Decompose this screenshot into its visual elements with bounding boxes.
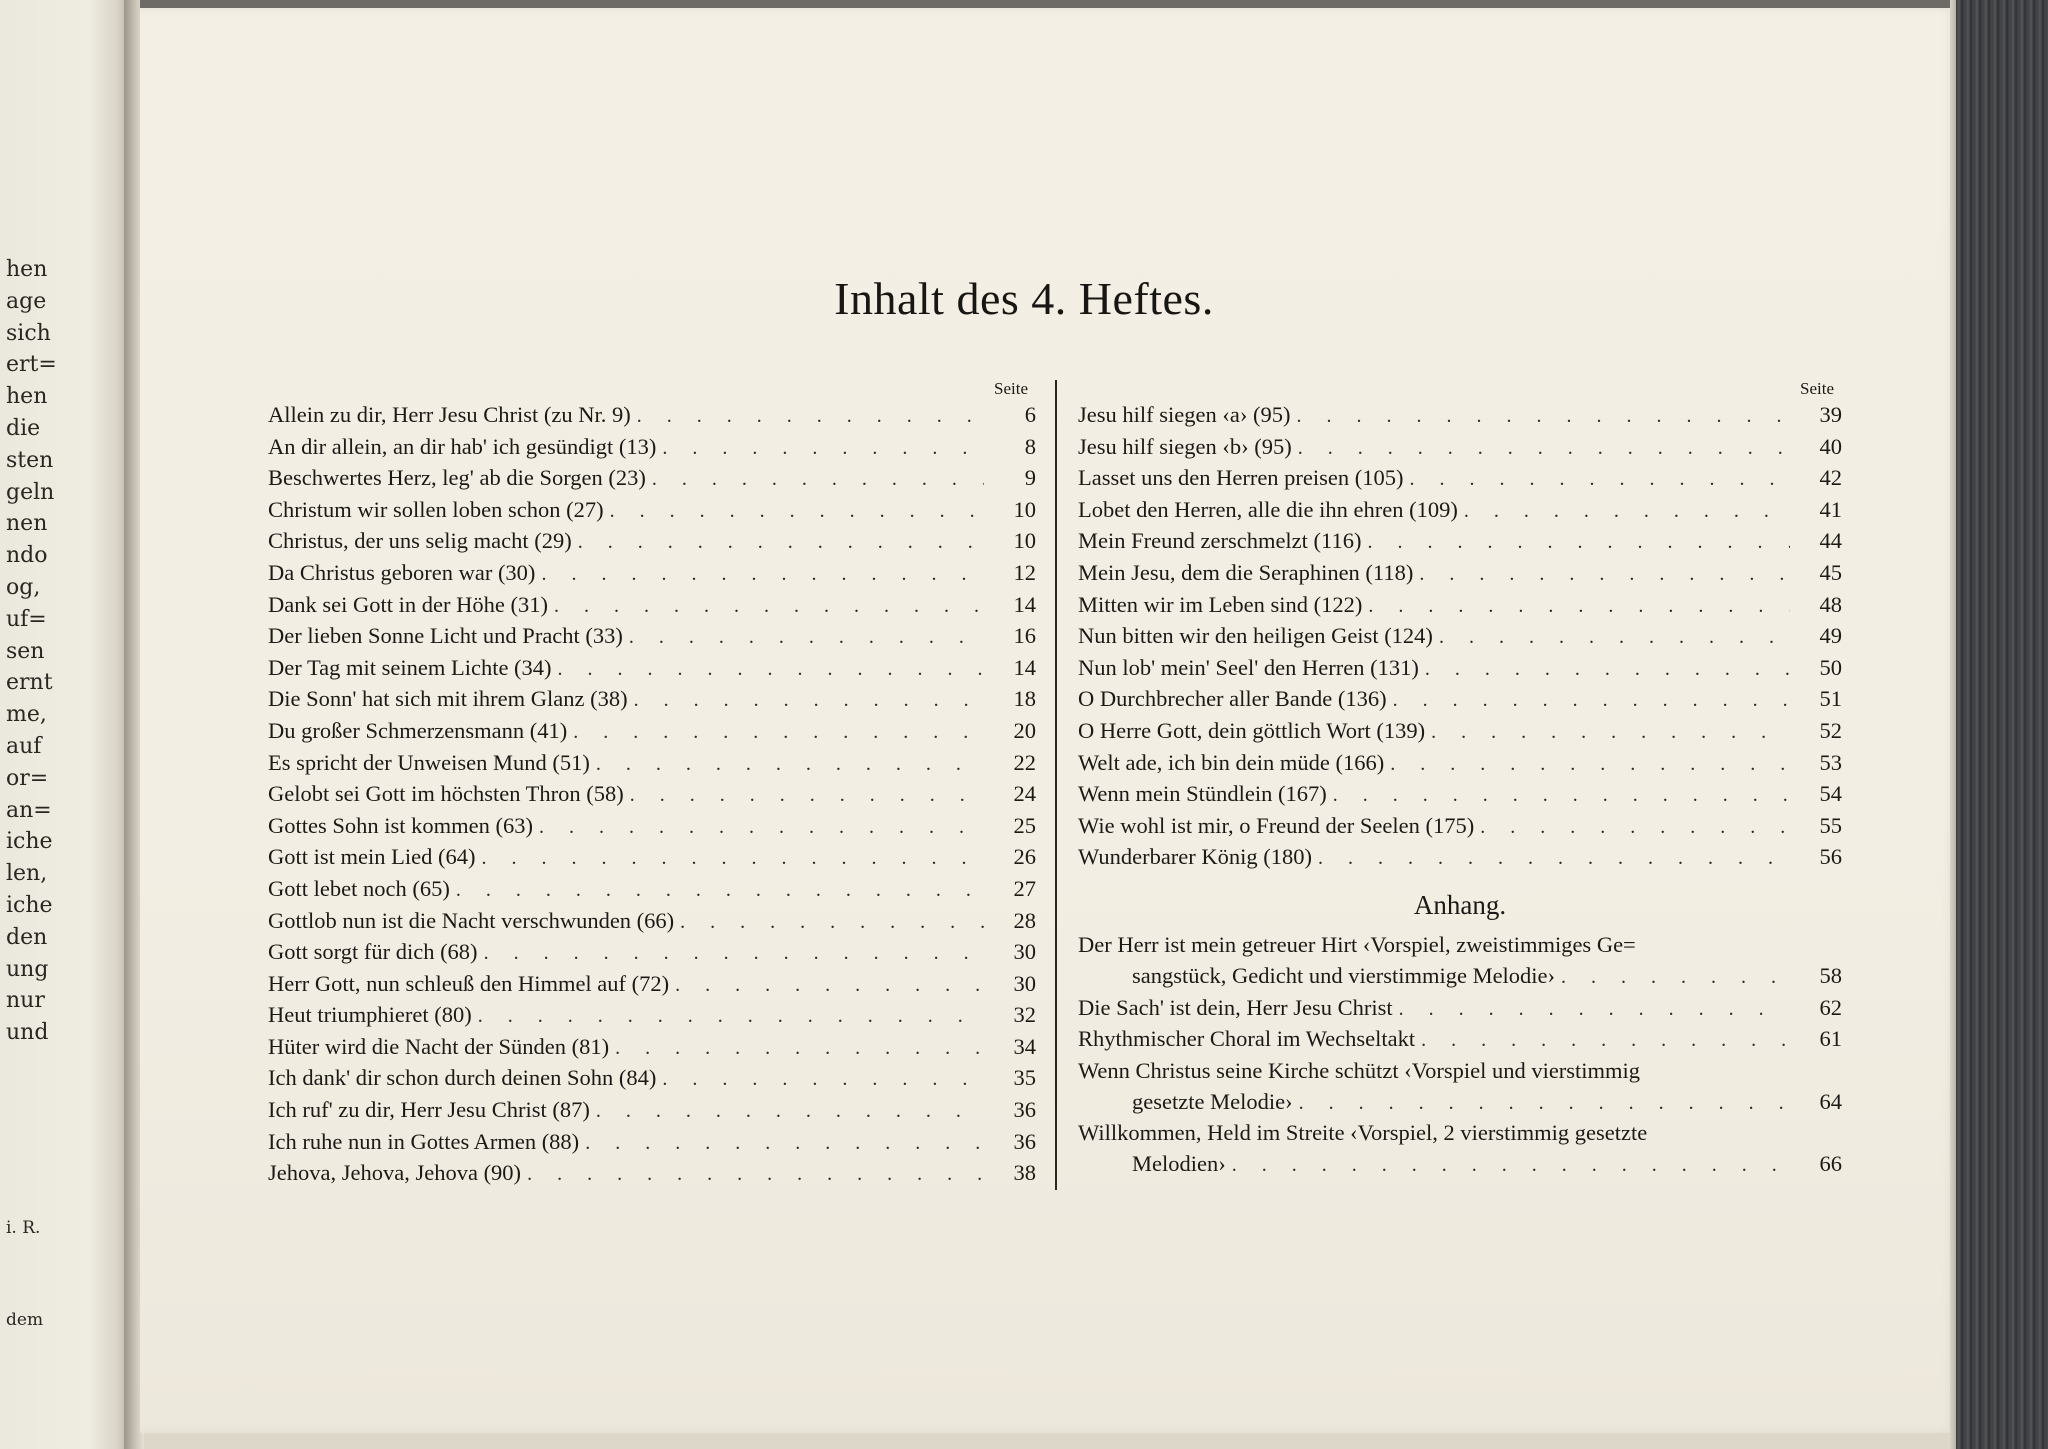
toc-entry xyxy=(268,589,1036,621)
left-word: nen xyxy=(6,511,48,537)
toc-entry-title: O Durchbrecher aller Bande (136) xyxy=(1078,686,1387,712)
seite-header: Seite xyxy=(994,379,1028,398)
toc-entry-title: Der Tag mit seinem Lichte (34) xyxy=(268,654,552,680)
toc-entry-page: 39 xyxy=(1819,402,1842,427)
anhang-entry-page: 64 xyxy=(1819,1088,1842,1114)
dot-leader xyxy=(596,749,984,781)
anhang-entry xyxy=(1078,1055,1842,1118)
toc-entry-title: Du großer Schmerzensmann (41) xyxy=(268,717,568,743)
toc-entry-page: 36 xyxy=(1013,1097,1036,1123)
dot-leader xyxy=(1439,622,1790,654)
dot-leader xyxy=(662,1064,984,1096)
dot-leader xyxy=(1399,994,1790,1026)
left-word: sich xyxy=(6,320,51,346)
toc-entry-page: 28 xyxy=(1013,907,1036,933)
toc-entry-title: Lasset uns den Herren preisen (105) xyxy=(1078,465,1404,491)
toc-entry-title: Es spricht der Unweisen Mund (51) xyxy=(268,749,590,775)
toc-entry-page: 35 xyxy=(1013,1065,1036,1091)
toc-entry xyxy=(1078,431,1842,463)
toc-entry-page: 10 xyxy=(1013,528,1036,554)
anhang-list xyxy=(1078,929,1842,1180)
toc-entry-title: Gottlob nun ist die Nacht verschwunden (66) xyxy=(268,907,675,933)
toc-entry-title: Dank sei Gott in der Höhe (31) xyxy=(268,591,548,617)
dot-leader xyxy=(1318,843,1790,875)
toc-entry-page: 10 xyxy=(1013,496,1036,522)
toc-entry xyxy=(268,841,1036,873)
toc-entry xyxy=(268,873,1036,905)
anhang-entry-page: 61 xyxy=(1819,1026,1842,1052)
toc-entry xyxy=(268,1126,1036,1158)
left-word: or= xyxy=(6,765,49,791)
toc-entry xyxy=(268,1031,1036,1063)
toc-entry xyxy=(268,431,1036,463)
toc-list-right xyxy=(1078,399,1842,873)
toc-right-column xyxy=(1078,378,1842,1180)
anhang-entry-title-cont: Die Sach' ist dein, Herr Jesu Christ xyxy=(1078,994,1393,1020)
toc-entry-page: 30 xyxy=(1013,939,1036,965)
toc-entry-title: Gelobt sei Gott im höchsten Thron (58) xyxy=(268,781,624,807)
toc-entry-page: 49 xyxy=(1819,623,1842,649)
anhang-entry-title-cont: sangstück, Gedicht und vierstimmige Melodie› xyxy=(1132,962,1556,988)
left-word: hen xyxy=(6,257,48,282)
dot-leader xyxy=(1298,433,1790,465)
toc-entry-title: Lobet den Herren, alle die ihn ehren (109) xyxy=(1078,496,1458,522)
toc-entry-page: 16 xyxy=(1013,623,1036,649)
toc-entry-page: 22 xyxy=(1013,749,1036,775)
toc-entry-title: Nun bitten wir den heiligen Geist (124) xyxy=(1078,623,1433,649)
anhang-entry-title-cont: Melodien› xyxy=(1132,1151,1226,1177)
dot-leader xyxy=(573,717,984,749)
toc-entry-page: 20 xyxy=(1013,717,1036,743)
toc-entry-page: 32 xyxy=(1013,1002,1036,1028)
toc-entry-title: Wie wohl ist mir, o Freund der Seelen (175) xyxy=(1078,812,1475,838)
anhang-entry-title-cont: Rhythmischer Choral im Wechseltakt xyxy=(1078,1026,1416,1052)
left-word: age xyxy=(6,288,47,314)
column-divider xyxy=(1055,380,1057,1190)
toc-entry-title: Wunderbarer König (180) xyxy=(1078,844,1313,870)
toc-entry-page: 56 xyxy=(1819,844,1842,870)
toc-entry xyxy=(1078,620,1842,652)
toc-entry-title: Ich dank' dir schon durch deinen Sohn (84) xyxy=(268,1065,657,1091)
toc-entry xyxy=(268,747,1036,779)
toc-entry xyxy=(1078,557,1842,589)
anhang-entry-title: Wenn Christus seine Kirche schützt ‹Vorspiel und vierstimmig xyxy=(1078,1057,1641,1083)
toc-entry-title: Welt ade, ich bin dein müde (166) xyxy=(1078,749,1385,775)
left-footer-1: i. R. xyxy=(6,1218,41,1238)
dot-leader xyxy=(1232,1150,1790,1182)
left-word: geln xyxy=(6,479,55,505)
toc-entry xyxy=(268,652,1036,684)
toc-entry-page: 51 xyxy=(1819,686,1842,712)
toc-entry-title: Christus, der uns selig macht (29) xyxy=(268,528,572,554)
toc-entry-page: 50 xyxy=(1819,654,1842,680)
dot-leader xyxy=(541,559,984,591)
left-word: og, xyxy=(6,574,41,600)
toc-entry-title: Beschwertes Herz, leg' ab die Sorgen (23) xyxy=(268,465,646,491)
toc-entry xyxy=(1078,652,1842,684)
dot-leader xyxy=(1296,401,1790,433)
left-word: nur xyxy=(6,988,45,1014)
toc-entry-title: Der lieben Sonne Licht und Pracht (33) xyxy=(268,623,623,649)
toc-entry xyxy=(268,525,1036,557)
toc-entry-page: 53 xyxy=(1819,749,1842,775)
toc-entry xyxy=(268,1062,1036,1094)
toc-entry xyxy=(268,810,1036,842)
toc-entry-title: Ich ruhe nun in Gottes Armen (88) xyxy=(268,1128,580,1154)
toc-entry-title: Die Sonn' hat sich mit ihrem Glanz (38) xyxy=(268,686,628,712)
anhang-heading: Anhang. xyxy=(1413,889,1507,920)
toc-entry-title: Ich ruf' zu dir, Herr Jesu Christ (87) xyxy=(268,1097,590,1123)
toc-entry-page: 9 xyxy=(1024,465,1036,491)
toc-entry-title: O Herre Gott, dein göttlich Wort (139) xyxy=(1078,717,1426,743)
dot-leader xyxy=(1299,1088,1790,1120)
toc-entry-page: 27 xyxy=(1013,875,1036,901)
left-word: sen xyxy=(6,638,45,664)
dot-leader xyxy=(1425,654,1790,686)
dot-leader xyxy=(585,1128,984,1160)
toc-entry-title: Mein Jesu, dem die Seraphinen (118) xyxy=(1078,559,1414,585)
toc-entry-title: Da Christus geboren war (30) xyxy=(268,559,536,585)
dot-leader xyxy=(1367,527,1790,559)
anhang-entry xyxy=(1078,929,1842,992)
anhang-entry-page: 58 xyxy=(1819,962,1842,988)
toc-entry-page: 24 xyxy=(1013,781,1036,807)
toc-entry-page: 55 xyxy=(1819,812,1842,838)
toc-entry-title: Gottes Sohn ist kommen (63) xyxy=(268,812,533,838)
toc-entry-page: 52 xyxy=(1819,717,1842,743)
toc-entry xyxy=(268,999,1036,1031)
toc-entry-title: Christum wir sollen loben schon (27) xyxy=(268,496,604,522)
dot-leader xyxy=(662,433,984,465)
toc-entry xyxy=(268,1094,1036,1126)
dot-leader xyxy=(629,622,984,654)
toc-entry-title: Nun lob' mein' Seel' den Herren (131) xyxy=(1078,654,1419,680)
toc-entry-page: 30 xyxy=(1013,970,1036,996)
dot-leader xyxy=(630,780,984,812)
toc-entry xyxy=(268,557,1036,589)
dot-leader xyxy=(675,970,984,1002)
dot-leader xyxy=(1431,717,1790,749)
left-word: iche xyxy=(6,829,53,855)
anhang-entry xyxy=(1078,1023,1842,1055)
anhang-entry-page: 66 xyxy=(1819,1151,1842,1177)
anhang-entry-line xyxy=(1078,992,1842,1024)
left-word: ung xyxy=(6,956,49,982)
toc-entry xyxy=(268,399,1036,431)
dot-leader xyxy=(1464,496,1790,528)
dot-leader xyxy=(1390,749,1790,781)
toc-entry-page: 8 xyxy=(1024,433,1036,459)
left-word: den xyxy=(6,924,48,950)
left-page-fragment xyxy=(0,0,128,1449)
toc-entry xyxy=(268,620,1036,652)
toc-entry-page: 14 xyxy=(1013,654,1036,680)
toc-entry-title: Mitten wir im Leben sind (122) xyxy=(1078,591,1363,617)
toc-entry xyxy=(1078,462,1842,494)
toc-entry-page: 36 xyxy=(1013,1128,1036,1154)
left-word: die xyxy=(6,415,41,441)
toc-entry-title: Jehova, Jehova, Jehova (90) xyxy=(268,1160,522,1186)
anhang-entry-line xyxy=(1078,960,1842,992)
dot-leader xyxy=(558,654,984,686)
toc-entry xyxy=(268,1157,1036,1189)
toc-entry-page: 48 xyxy=(1819,591,1842,617)
dot-leader xyxy=(680,907,984,939)
toc-entry xyxy=(268,462,1036,494)
seite-header: Seite xyxy=(1800,379,1834,398)
toc-entry-title: Gott sorgt für dich (68) xyxy=(268,939,478,965)
left-word: ndo xyxy=(6,543,48,569)
dot-leader xyxy=(1561,962,1790,994)
toc-entry xyxy=(1078,525,1842,557)
dot-leader xyxy=(1480,812,1790,844)
left-word: hen xyxy=(6,384,48,410)
anhang-entry-page: 62 xyxy=(1819,994,1842,1020)
toc-entry xyxy=(1078,747,1842,779)
toc-entry xyxy=(268,715,1036,747)
toc-entry-page: 25 xyxy=(1013,812,1036,838)
toc-entry xyxy=(268,968,1036,1000)
toc-entry-title: Herr Gott, nun schleuß den Himmel auf (72) xyxy=(268,970,670,996)
dot-leader xyxy=(610,496,984,528)
left-word: an= xyxy=(6,797,52,823)
dot-leader xyxy=(1368,591,1790,623)
dot-leader xyxy=(484,938,984,970)
dot-leader xyxy=(596,1096,984,1128)
dot-leader xyxy=(1333,780,1790,812)
left-word: sten xyxy=(6,447,54,473)
toc-entry-title: Jesu hilf siegen ‹b› (95) xyxy=(1078,433,1292,459)
toc-entry-page: 34 xyxy=(1013,1033,1036,1059)
anhang-entry xyxy=(1078,1117,1842,1180)
left-word: ert= xyxy=(6,352,57,378)
toc-entry-page: 41 xyxy=(1819,496,1842,522)
toc-entry-title: Gott lebet noch (65) xyxy=(268,875,450,901)
dot-leader xyxy=(634,685,984,717)
toc-entry xyxy=(268,778,1036,810)
dot-leader xyxy=(527,1159,984,1191)
toc-entry-title: Mein Freund zerschmelzt (116) xyxy=(1078,528,1362,554)
dot-leader xyxy=(478,1001,984,1033)
toc-entry-page: 12 xyxy=(1013,559,1036,585)
anhang-entry-title: Willkommen, Held im Streite ‹Vorspiel, 2 vierstimmig gesetzte xyxy=(1078,1120,1648,1146)
dot-leader xyxy=(1410,464,1790,496)
anhang-entry xyxy=(1078,992,1842,1024)
left-word: und xyxy=(6,1020,49,1046)
anhang-entry-title: Der Herr ist mein getreuer Hirt ‹Vorspiel, zweistimmiges Ge= xyxy=(1078,931,1636,957)
left-word: auf xyxy=(6,733,42,759)
left-word: iche xyxy=(6,892,53,918)
dot-leader xyxy=(637,401,984,433)
toc-entry-page: 14 xyxy=(1013,591,1036,617)
toc-entry-page: 44 xyxy=(1819,528,1842,554)
toc-entry-page: 26 xyxy=(1013,844,1036,870)
toc-entry-page: 54 xyxy=(1819,781,1842,807)
left-word: me, xyxy=(6,702,47,728)
toc-entry-page: 38 xyxy=(1013,1160,1036,1186)
page-title: Inhalt des 4. Heftes. xyxy=(834,273,1214,324)
toc-entry xyxy=(1078,715,1842,747)
anhang-entry-title-cont: gesetzte Melodie› xyxy=(1132,1088,1293,1114)
toc-entry-page: 42 xyxy=(1819,465,1842,491)
toc-left-column xyxy=(268,378,1036,1189)
left-word: ernt xyxy=(6,670,53,696)
toc-entry xyxy=(268,905,1036,937)
dot-leader xyxy=(481,843,984,875)
toc-entry xyxy=(1078,778,1842,810)
anhang-entry-line xyxy=(1078,1086,1842,1118)
toc-entry xyxy=(268,494,1036,526)
left-word: uf= xyxy=(6,606,47,632)
dot-leader xyxy=(554,591,984,623)
dot-leader xyxy=(1421,1025,1790,1057)
toc-entry xyxy=(268,936,1036,968)
toc-entry-page: 6 xyxy=(1024,402,1036,427)
toc-entry xyxy=(1078,810,1842,842)
dot-leader xyxy=(1419,559,1790,591)
toc-entry xyxy=(1078,841,1842,873)
toc-entry-title: An dir allein, an dir hab' ich gesündigt (13) xyxy=(268,433,657,459)
toc-entry-title: Jesu hilf siegen ‹a› (95) xyxy=(1078,402,1291,427)
book-cover xyxy=(1956,0,2048,1449)
toc-entry xyxy=(1078,683,1842,715)
toc-entry-title: Wenn mein Stündlein (167) xyxy=(1078,781,1327,807)
dot-leader xyxy=(615,1033,984,1065)
dot-leader xyxy=(456,875,984,907)
toc-entry-title: Hüter wird die Nacht der Sünden (81) xyxy=(268,1033,610,1059)
toc-entry xyxy=(1078,589,1842,621)
toc-entry-page: 45 xyxy=(1819,559,1842,585)
left-word: len, xyxy=(6,861,48,887)
dot-leader xyxy=(652,464,984,496)
anhang-entry-line xyxy=(1078,1023,1842,1055)
left-page-text xyxy=(6,254,57,1049)
toc-entry xyxy=(1078,399,1842,431)
toc-entry xyxy=(1078,494,1842,526)
toc-entry-title: Heut triumphieret (80) xyxy=(268,1002,472,1028)
dot-leader xyxy=(578,527,984,559)
toc-list-left xyxy=(268,399,1036,1189)
toc-entry xyxy=(268,683,1036,715)
dot-leader xyxy=(1393,685,1790,717)
toc-entry-page: 18 xyxy=(1013,686,1036,712)
anhang-entry-line xyxy=(1078,1148,1842,1180)
toc-entry-page: 40 xyxy=(1819,433,1842,459)
toc-entry-title: Gott ist mein Lied (64) xyxy=(268,844,476,870)
toc-entry-title: Allein zu dir, Herr Jesu Christ (zu Nr. 9) xyxy=(268,402,631,427)
dot-leader xyxy=(539,812,984,844)
left-footer-2: dem xyxy=(6,1310,44,1330)
